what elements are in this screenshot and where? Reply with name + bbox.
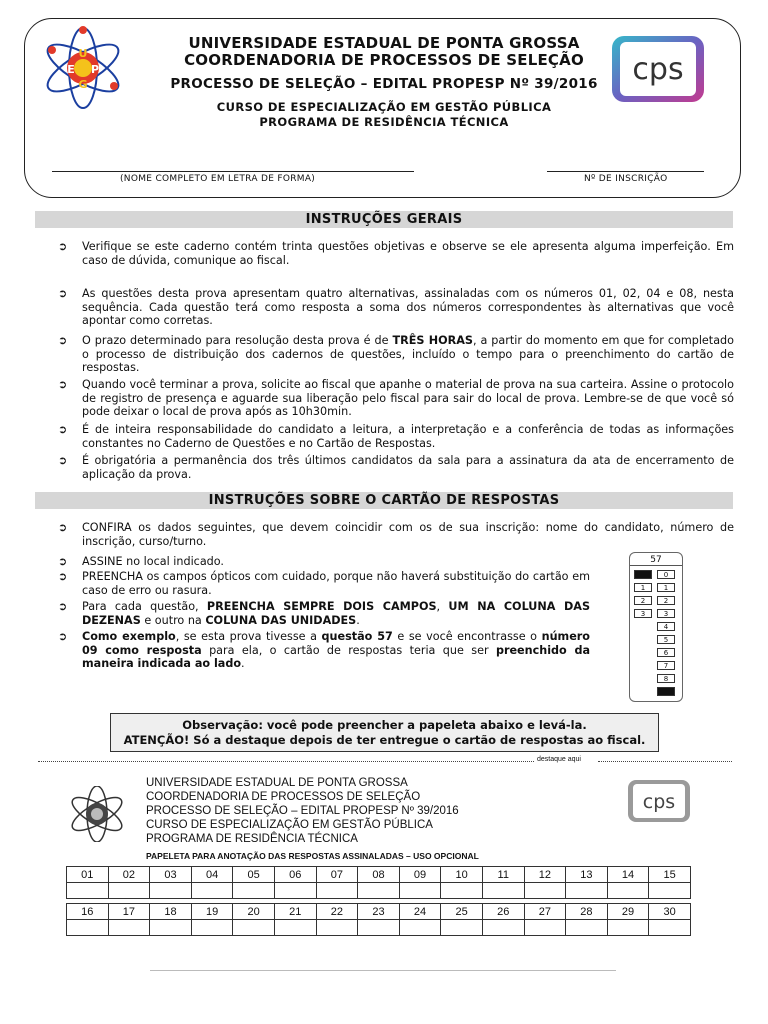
question-number: 22 — [316, 904, 358, 920]
question-number: 21 — [274, 904, 316, 920]
slip-line-1: UNIVERSIDADE ESTADUAL DE PONTA GROSSA — [146, 777, 408, 789]
answer-input-row-1[interactable] — [67, 883, 691, 899]
answer-cell[interactable] — [441, 920, 483, 936]
answer-cell[interactable] — [607, 883, 649, 899]
question-number: 02 — [108, 867, 150, 883]
answer-cell[interactable] — [482, 883, 524, 899]
tens-cell: 3 — [634, 609, 652, 618]
logo-letter-u: U — [78, 47, 88, 60]
question-number: 13 — [566, 867, 608, 883]
arrow-icon: ➲ — [58, 454, 68, 467]
answer-cell[interactable] — [524, 883, 566, 899]
general-item-3: ➲ O prazo determinado para resolução desta prova é de TRÊS HORAS, a partir do momento em que for completado o processo de distribuição dos cadernos de questões, incluído o tempo para o preenchimento do cartão de respostas. — [58, 334, 734, 375]
slip-caption: PAPELETA PARA ANOTAÇÃO DAS RESPOSTAS ASSINALADAS – USO OPCIONAL — [146, 851, 479, 861]
general-item-2: ➲ As questões desta prova apresentam quatro alternativas, assinaladas com os números 01, 02, 04 e 08, nesta sequência. Cada questão terá como resposta a soma dos números correspondentes às alternativas que você apontar como corretas. — [58, 287, 734, 328]
name-field-line[interactable] — [52, 171, 414, 172]
cut-line-left — [38, 761, 534, 762]
answer-header-row-2 — [67, 904, 691, 920]
arrow-icon: ➲ — [58, 287, 68, 300]
card-item-assine: ➲ ASSINE no local indicado. — [58, 555, 224, 568]
card-item-cada: ➲ Para cada questão, PREENCHA SEMPRE DOIS CAMPOS, UM NA COLUNA DAS DEZENAS e outro na COLUNA DAS UNIDADES. — [58, 600, 591, 627]
question-number: 06 — [274, 867, 316, 883]
answer-cell[interactable] — [67, 920, 109, 936]
question-number: 26 — [482, 904, 524, 920]
arrow-icon: ➲ — [58, 521, 68, 534]
university-name: UNIVERSIDADE ESTADUAL DE PONTA GROSSA — [188, 34, 580, 52]
arrow-icon: ➲ — [58, 630, 68, 643]
question-number: 25 — [441, 904, 483, 920]
question-number: 18 — [150, 904, 192, 920]
answer-cell[interactable] — [67, 883, 109, 899]
units-cell-filled — [657, 687, 675, 696]
question-number: 09 — [399, 867, 441, 883]
arrow-icon: ➲ — [58, 378, 68, 391]
question-number: 10 — [441, 867, 483, 883]
question-number: 15 — [649, 867, 691, 883]
slip-line-3: PROCESSO DE SELEÇÃO – EDITAL PROPESP Nº 39/2016 — [146, 805, 459, 817]
logo-letter-g: G — [78, 78, 88, 91]
units-cell: 7 — [657, 661, 675, 670]
card-item-exemplo: ➲ Como exemplo, se esta prova tivesse a questão 57 e se você encontrasse o número 09 como resposta para ela, o cartão de respostas teria que ser preenchido da maneira indicada ao lado. — [58, 630, 591, 671]
answer-table-1 — [66, 866, 691, 899]
units-cell: 2 — [657, 596, 675, 605]
question-number: 20 — [233, 904, 275, 920]
observation-line-1: Observação: você pode preencher a papeleta abaixo e levá-la. — [182, 718, 587, 732]
units-cell: 1 — [657, 583, 675, 592]
answer-table-2 — [66, 903, 691, 936]
question-number: 28 — [566, 904, 608, 920]
answer-header-row-1 — [67, 867, 691, 883]
answer-card-example — [629, 552, 683, 702]
question-number: 07 — [316, 867, 358, 883]
question-number: 03 — [150, 867, 192, 883]
logo-letter-p: P — [90, 63, 100, 76]
answer-cell[interactable] — [316, 883, 358, 899]
answer-cell[interactable] — [274, 883, 316, 899]
inscription-caption: Nº DE INSCRIÇÃO — [584, 174, 668, 184]
answer-cell[interactable] — [482, 920, 524, 936]
answer-cell[interactable] — [607, 920, 649, 936]
arrow-icon: ➲ — [58, 600, 68, 613]
course-title: CURSO DE ESPECIALIZAÇÃO EM GESTÃO PÚBLICA — [216, 100, 552, 114]
question-number: 29 — [607, 904, 649, 920]
slip-line-2: COORDENADORIA DE PROCESSOS DE SELEÇÃO — [146, 791, 421, 803]
cps-logo-small — [627, 779, 691, 823]
question-number: 05 — [233, 867, 275, 883]
arrow-icon: ➲ — [58, 334, 68, 347]
units-cell: 6 — [657, 648, 675, 657]
question-number: 24 — [399, 904, 441, 920]
answer-cell[interactable] — [274, 920, 316, 936]
process-title: PROCESSO DE SELEÇÃO – EDITAL PROPESP Nº 39/2016 — [170, 76, 598, 92]
question-number: 27 — [524, 904, 566, 920]
units-cell: 8 — [657, 674, 675, 683]
general-item-5: ➲ É de inteira responsabilidade do candidato a leitura, a interpretação e a conferência de todas as informações constantes no Caderno de Questões e no Cartão de Respostas. — [58, 423, 734, 450]
answer-cell[interactable] — [441, 883, 483, 899]
general-item-4: ➲ Quando você terminar a prova, solicite ao fiscal que apanhe o material de prova na sua carteira. Assine o protocolo de registro de presença e aguarde sua liberação pelo fiscal para sair do local de prova. Lembre-se de que você só pode deixar o local de prova após as 10h30min. — [58, 378, 734, 419]
answer-cell[interactable] — [191, 920, 233, 936]
units-cell: 0 — [657, 570, 675, 579]
card-item-preencha: ➲ PREENCHA os campos ópticos com cuidado, porque não haverá substituição do cartão em caso de erro ou rasura. — [58, 570, 590, 597]
answer-cell[interactable] — [191, 883, 233, 899]
cut-label: destaque aqui — [537, 756, 581, 763]
answer-cell[interactable] — [233, 920, 275, 936]
cps-logo-small-text: cps — [642, 791, 676, 813]
answer-cell[interactable] — [399, 883, 441, 899]
question-number: 19 — [191, 904, 233, 920]
cut-line-right — [598, 761, 732, 762]
answer-cell[interactable] — [649, 883, 691, 899]
logo-letter-e: E — [67, 63, 75, 76]
program-title: PROGRAMA DE RESIDÊNCIA TÉCNICA — [259, 115, 509, 129]
observation-box — [110, 713, 659, 752]
answer-cell[interactable] — [399, 920, 441, 936]
footer-rule — [150, 970, 616, 971]
question-number: 16 — [67, 904, 109, 920]
arrow-icon: ➲ — [58, 555, 68, 568]
answer-cell[interactable] — [150, 883, 192, 899]
general-instructions-title: INSTRUÇÕES GERAIS — [35, 211, 733, 228]
question-number: 04 — [191, 867, 233, 883]
answer-cell[interactable] — [566, 883, 608, 899]
name-caption: (NOME COMPLETO EM LETRA DE FORMA) — [120, 174, 316, 184]
answer-cell[interactable] — [108, 883, 150, 899]
arrow-icon: ➲ — [58, 570, 68, 583]
answer-cell[interactable] — [108, 920, 150, 936]
question-number: 14 — [607, 867, 649, 883]
tens-cell: 1 — [634, 583, 652, 592]
tens-cell: 2 — [634, 596, 652, 605]
answer-cell[interactable] — [649, 920, 691, 936]
answer-cell[interactable] — [233, 883, 275, 899]
card-question-number: 57 — [630, 555, 682, 566]
question-number: 12 — [524, 867, 566, 883]
arrow-icon: ➲ — [58, 240, 68, 253]
units-cell: 5 — [657, 635, 675, 644]
question-number: 30 — [649, 904, 691, 920]
answer-cell[interactable] — [316, 920, 358, 936]
cps-logo-text: cps — [632, 52, 684, 87]
general-item-1: ➲ Verifique se este caderno contém trinta questões objetivas e observe se ele apresenta alguma imperfeição. Em caso de dúvida, comunique ao fiscal. — [58, 240, 734, 267]
general-item-6: ➲ É obrigatória a permanência dos três últimos candidatos da sala para a assinatura da ata de encerramento de aplicação da prova. — [58, 454, 734, 481]
question-number: 17 — [108, 904, 150, 920]
question-number: 11 — [482, 867, 524, 883]
question-number: 23 — [358, 904, 400, 920]
slip-line-4: CURSO DE ESPECIALIZAÇÃO EM GESTÃO PÚBLICA — [146, 819, 433, 831]
answer-cell[interactable] — [566, 920, 608, 936]
answer-cell[interactable] — [150, 920, 192, 936]
answer-cell[interactable] — [358, 920, 400, 936]
answer-input-row-2[interactable] — [67, 920, 691, 936]
answer-cell[interactable] — [358, 883, 400, 899]
card-item-confira: ➲ CONFIRA os dados seguintes, que devem coincidir com os de sua inscrição: nome do candidato, número de inscrição, curso/turno. — [58, 521, 734, 548]
observation-line-2: ATENÇÃO! Só a destaque depois de ter entregue o cartão de respostas ao fiscal. — [123, 733, 646, 747]
inscription-field-line[interactable] — [547, 171, 704, 172]
coordination-name: COORDENADORIA DE PROCESSOS DE SELEÇÃO — [184, 51, 584, 69]
question-number: 08 — [358, 867, 400, 883]
slip-line-5: PROGRAMA DE RESIDÊNCIA TÉCNICA — [146, 833, 358, 845]
arrow-icon: ➲ — [58, 423, 68, 436]
uepg-logo-small — [66, 786, 128, 842]
units-cell: 3 — [657, 609, 675, 618]
units-cell: 4 — [657, 622, 675, 631]
tens-cell-filled — [634, 570, 652, 579]
card-instructions-title: INSTRUÇÕES SOBRE O CARTÃO DE RESPOSTAS — [35, 492, 733, 509]
question-number: 01 — [67, 867, 109, 883]
answer-cell[interactable] — [524, 920, 566, 936]
